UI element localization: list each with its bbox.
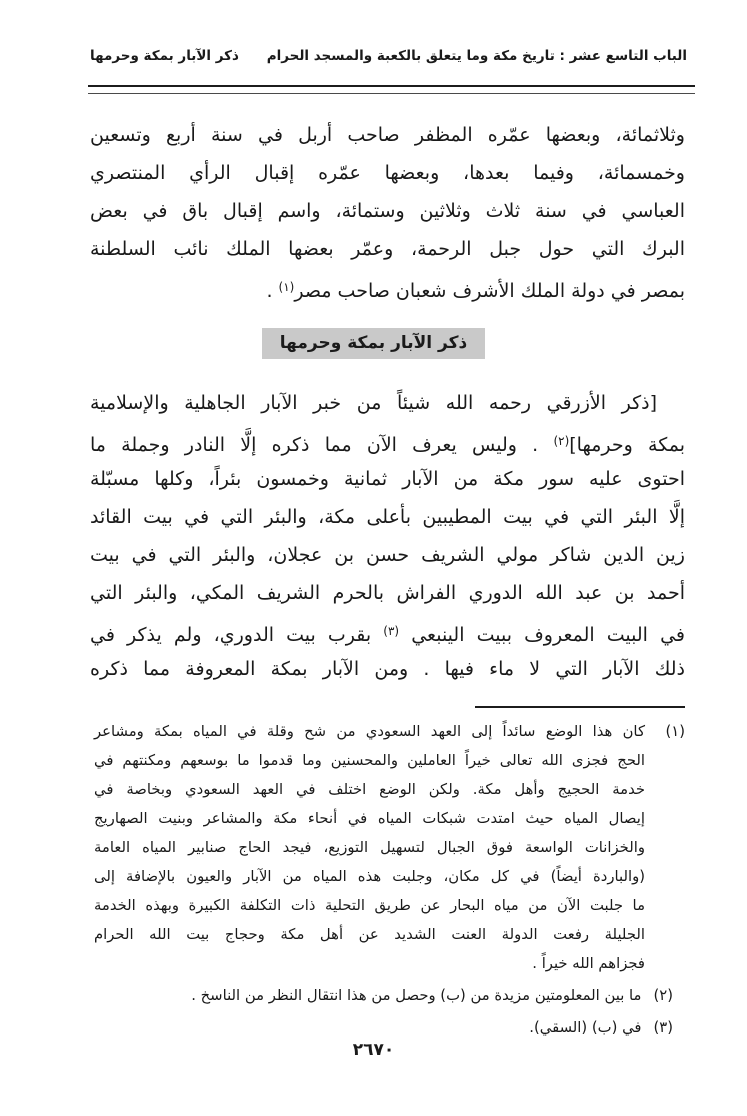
footnote-line: إيصال المياه حيث امتدت شبكات المياه في أنحاء مكة والمشاعر وبنيت الصهاريج <box>94 810 645 827</box>
footnote-number: (٢) <box>653 987 673 1004</box>
paragraph-1 <box>90 116 685 306</box>
text-line: ذلك الآبار التي لا ماء فيها . ومن الآبار بمكة المعروفة مما ذكره <box>90 658 685 680</box>
paragraph-2 <box>90 384 685 688</box>
text-line: العباسي في سنة ثلاث وثلاثين وستمائة، واسم إقبال باق في بعض <box>90 200 685 222</box>
page-number: ٢٦٧٠ <box>352 1040 395 1060</box>
header-section-title: ذكر الآبار بمكة وحرمها <box>90 48 239 64</box>
text-line: [ذكر الأزرقي رحمه الله شيئاً من خبر الآبار الجاهلية والإسلامية <box>90 392 657 414</box>
footnote-line: والخزانات الواسعة فوق الجبال لتسهيل التوزيع، فيجد الحاج صنابير المياه العامة <box>94 839 645 856</box>
text-line: وخمسمائة، وفيما بعدها، وبعضها عمّره إقبال الرأي المنتصري <box>90 162 685 184</box>
footnote-2 <box>94 981 685 1010</box>
footnote-line: ما جلبت الآن من مياه البحار عن طريق التحلية ذات التكلفة الكبيرة وبهذه الخدمة <box>94 897 645 914</box>
text-segment: بقرب بيت الدوري، ولم يذكر في <box>90 624 384 646</box>
footnote-3 <box>94 1013 685 1042</box>
text-line: زين الدين شاكر مولي الشريف حسن بن عجلان، والبئر التي في بيت <box>90 544 685 566</box>
text-line: البرك التي حول جبل الرحمة، وعمّر بعضها الملك نائب السلطنة <box>90 238 685 260</box>
footnote-line: كان هذا الوضع سائداً إلى العهد السعودي من شح وقلة في المياه بمكة ومشاعر <box>94 723 645 740</box>
footnote-ref-2: (٢) <box>553 434 570 448</box>
footnote-text: ما بين المعلومتين مزيدة من (ب) وحصل من هذا انتقال النظر من الناسخ . <box>191 987 642 1004</box>
text-segment: بمصر في دولة الملك الأشرف شعبان صاحب مصر <box>294 280 685 302</box>
section-heading-row <box>0 328 747 359</box>
running-header <box>90 48 687 64</box>
text-segment: . وليس يعرف الآن مما ذكره إلَّا النادر وجملة ما <box>90 434 554 456</box>
footnote-number: (٣) <box>653 1019 673 1036</box>
footnote-separator <box>475 706 685 708</box>
footnote-line: (والباردة أيضاً) في كل مكان، وجلبت هذه المياه من الآبار والعيون بالإضافة إلى <box>94 868 645 885</box>
text-segment: . <box>266 280 279 302</box>
text-segment: بمكة وحرمها] <box>569 434 685 456</box>
text-line <box>90 612 685 650</box>
text-line: وثلاثمائة، وبعضها عمّره المظفر صاحب أربل في سنة أربع وتسعين <box>90 124 685 146</box>
text-line <box>90 422 685 460</box>
footnote-ref-1: (١) <box>278 280 295 294</box>
text-line: أحمد بن عبد الله الدوري الفراش بالحرم الشريف المكي، والبئر التي <box>90 582 685 604</box>
footnote-line: الجليلة رفعت الدولة العنت الشديد عن أهل مكة وحجاج بيت الله الحرام <box>94 926 645 943</box>
footnote-line: الحج فجزى الله تعالى خيراً العاملين والمحسنين وما قدموا ما بوسعهم ومكنتهم في <box>94 752 645 769</box>
footnote-1 <box>94 717 685 978</box>
header-double-rule <box>88 85 695 94</box>
footnote-number: (١) <box>665 723 685 740</box>
footnote-line: فجزاهم الله خيراً . <box>532 955 645 972</box>
footnote-line: خدمة الحجيج وأهل مكة. ولكن الوضع اختلف في العهد السعودي وبخاصة في <box>94 781 645 798</box>
section-heading: ذكر الآبار بمكة وحرمها <box>262 328 485 359</box>
footnotes <box>94 717 685 1042</box>
text-segment: في البيت المعروف ببيت الينبعي <box>399 624 685 646</box>
footnote-ref-3: (٣) <box>383 624 400 638</box>
footnote-text: في (ب) (السقي). <box>529 1019 642 1036</box>
text-line: احتوى عليه سور مكة من الآبار ثمانية وخمسون بئراً، وكلها مسبّلة <box>90 468 685 490</box>
header-chapter-title: الباب التاسع عشر : تاريخ مكة وما يتعلق بالكعبة والمسجد الحرام <box>266 48 687 64</box>
text-line <box>90 268 685 306</box>
text-line: إلَّا البئر التي في بيت المطيبين بأعلى مكة، والبئر التي في بيت القائد <box>90 506 685 528</box>
